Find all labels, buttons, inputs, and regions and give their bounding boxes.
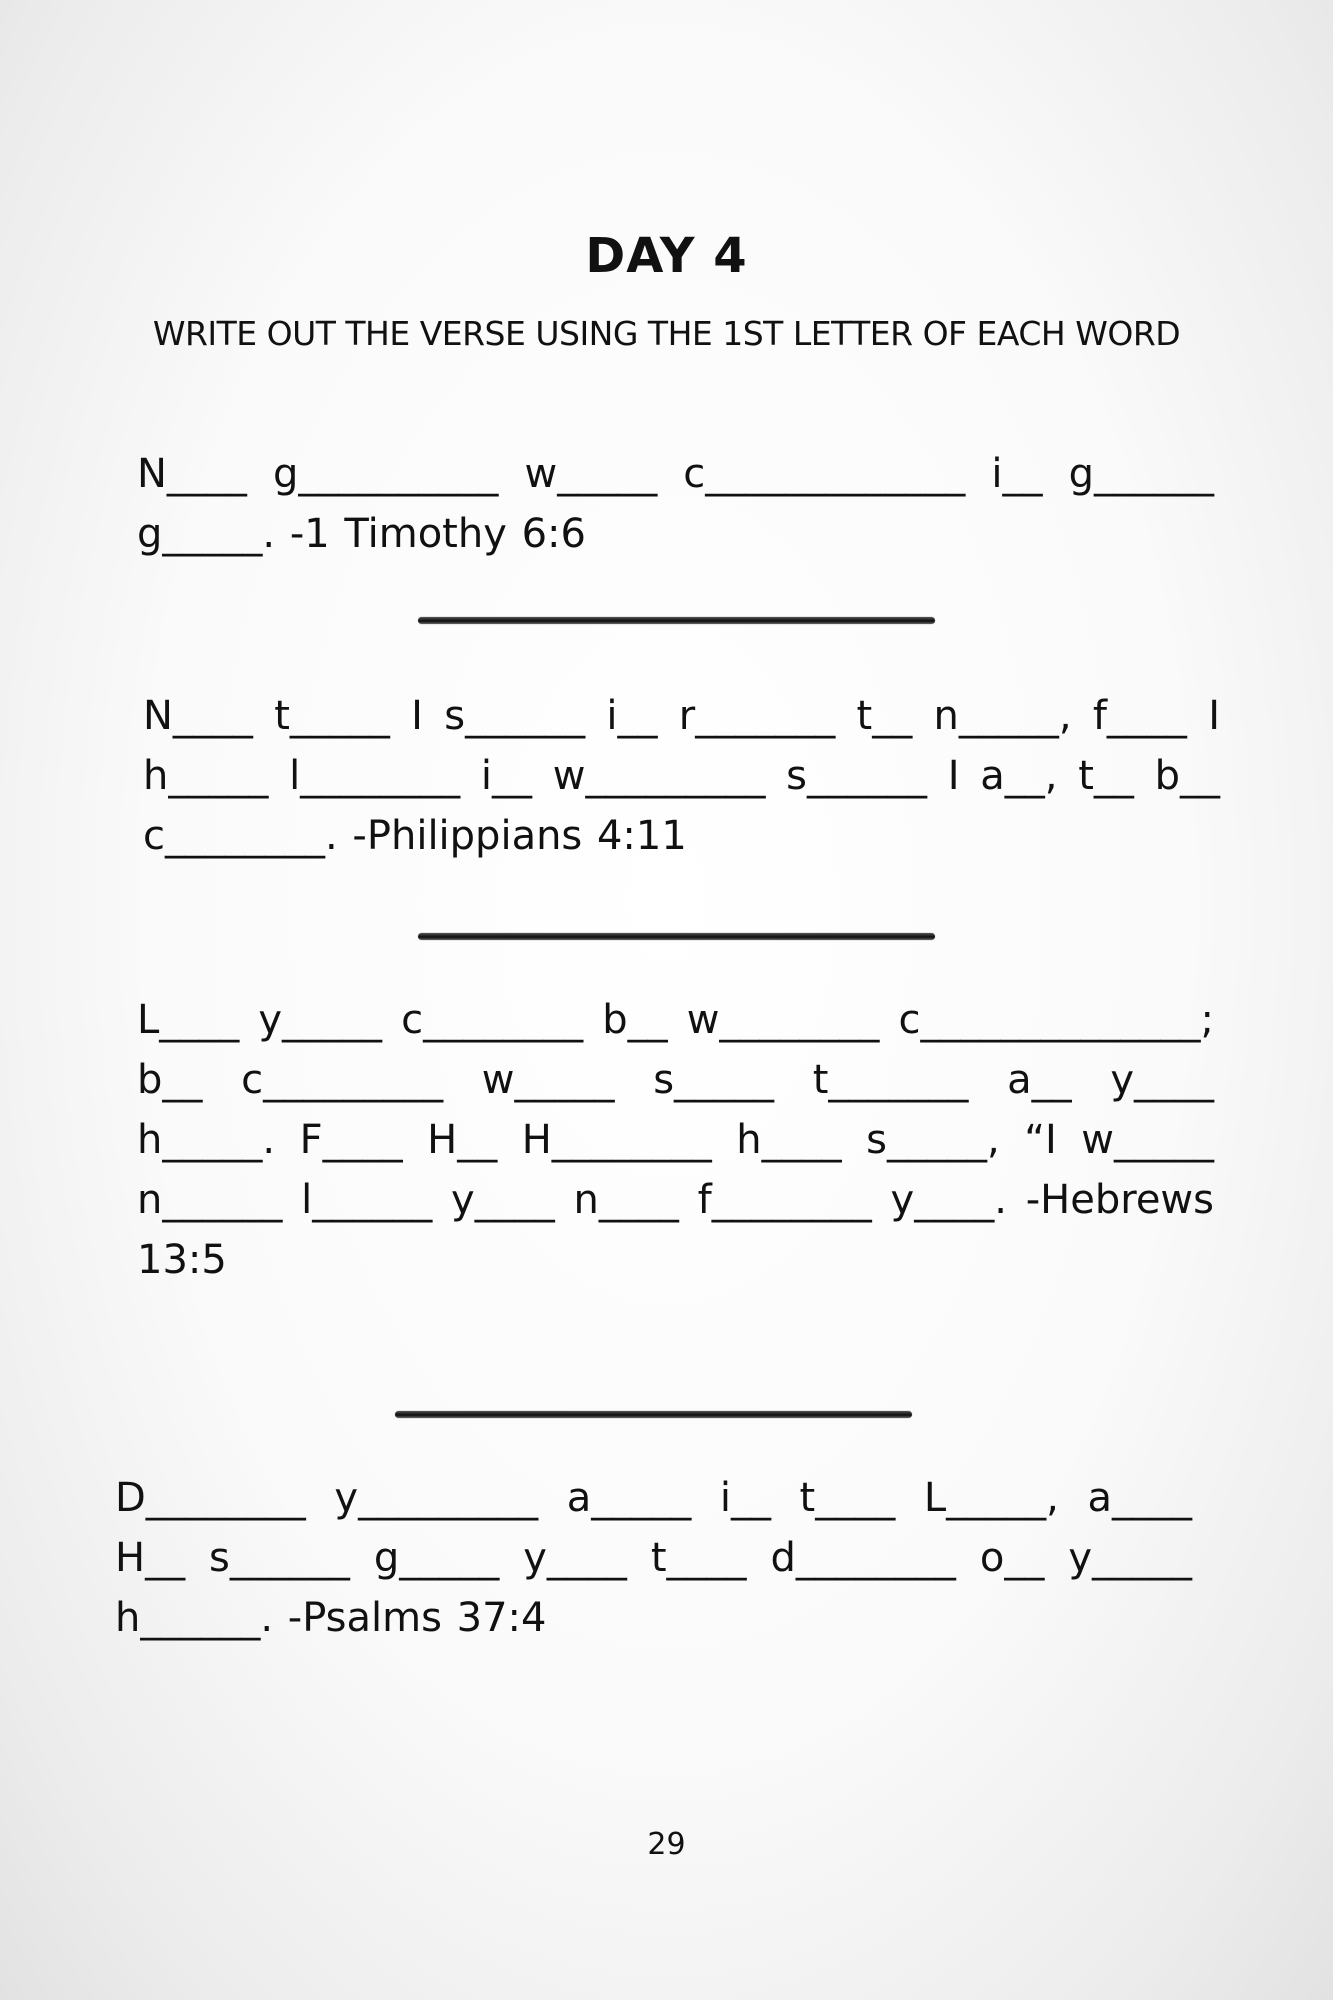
- verse-1: N____ g__________ w_____ c_____________ i__ g______ g_____. -1 Timothy 6:6: [137, 451, 1214, 557]
- divider-line: [395, 1411, 912, 1418]
- page-number: 29: [647, 1827, 686, 1862]
- divider-line: [418, 933, 935, 940]
- verse-2: N____ t_____ I s______ i__ r_______ t__ n_____, f____ I h_____ l________ i__ w_________ s______ I a__, t__ b__ c________. -Philippians 4:11: [143, 693, 1220, 859]
- verse-4: D________ y_________ a_____ i__ t____ L_____, a____ H__ s______ g_____ y____ t____ d________ o__ y_____ h______. -Psalms 37:4: [115, 1475, 1192, 1641]
- divider-line: [418, 617, 935, 624]
- verse-3: L____ y_____ c________ b__ w________ c______________; b__ c_________ w_____ s_____ t_______ a__ y____ h_____. F____ H__ H________ h____ s_____, “I w_____ n______ l______ y____ n____ f________ y____. -Hebrews 13:5: [137, 997, 1214, 1283]
- page-title: DAY 4: [585, 228, 748, 284]
- instruction-text: WRITE OUT THE VERSE USING THE 1ST LETTER OF EACH WORD: [152, 314, 1181, 353]
